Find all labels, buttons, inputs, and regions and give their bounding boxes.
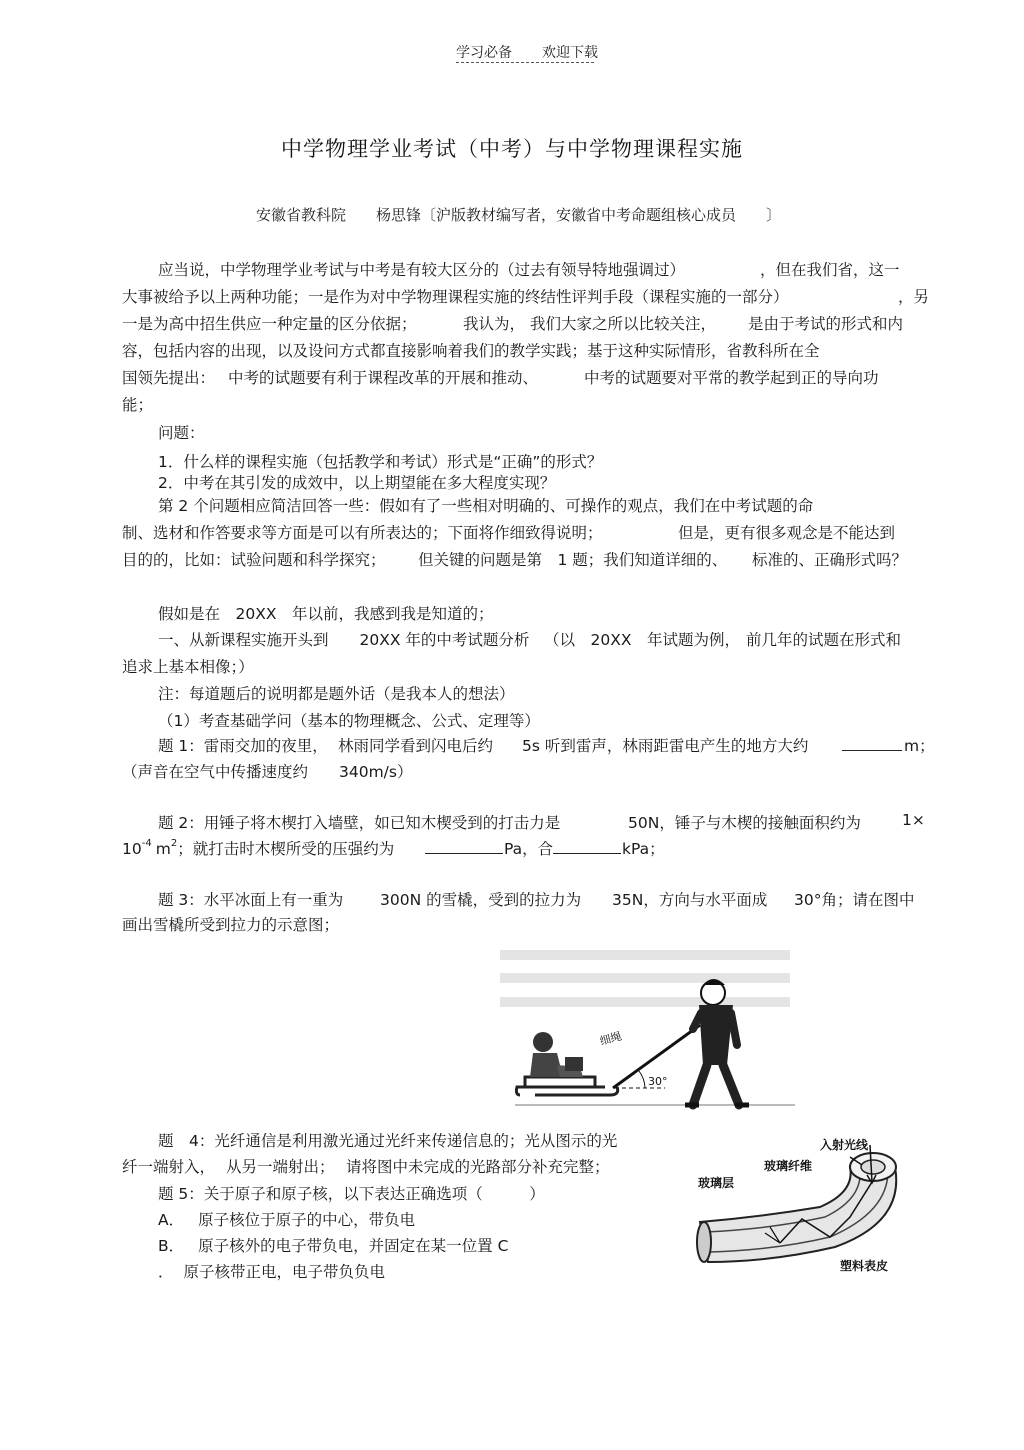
q2-part-a: 题 2：用锤子将木楔打入墙壁，如已知木楔受到的打击力是 xyxy=(158,814,561,832)
angle-label: 30° xyxy=(648,1075,668,1088)
q1-part-b: 林雨同学看到闪电后约 xyxy=(338,737,494,755)
q2-rest: ；就打击时木楔所受的压强约为 xyxy=(177,840,395,858)
q2-base: 10 xyxy=(122,840,142,858)
q2-unit-m: m xyxy=(155,840,171,858)
q5-option-b xyxy=(158,1234,508,1256)
plastic-skin-label: 塑料表皮 xyxy=(840,1259,889,1273)
incident-light-label: 入射光线 xyxy=(820,1138,869,1152)
q5-b-label: B． xyxy=(158,1237,185,1255)
q1-part-a: 题 1：雷雨交加的夜里， xyxy=(158,737,328,755)
question-2: 2．中考在其引发的成效中，以上期望能在多大程度实现？ xyxy=(158,474,556,492)
section-note: 注：每道题后的说明都是题外话（是我本人的想法） xyxy=(158,685,515,703)
q3-part-c: 35N，方向与水平面成 xyxy=(612,891,768,909)
q5-b-text: 原子核外的电子带负电，并固定在某一位置 C xyxy=(198,1237,509,1255)
intro-l3a: 一是为高中招生供应一种定量的区分依据； xyxy=(122,315,417,333)
q2-part-c: 1× xyxy=(902,811,925,829)
intro-l5c: 中考的试题要对平常的教学起到正的导向功 xyxy=(584,369,879,387)
author-line: 安徽省教科院 杨思锋〔沪版教材编写者，安徽省中考命题组核心成员 〕 xyxy=(256,206,782,224)
q4-line2b: 从另一端射出； xyxy=(226,1158,335,1176)
q5-a-label: A． xyxy=(158,1211,185,1229)
q1-line2: （声音在空气中传播速度约 340m/s） xyxy=(122,763,413,781)
intro-l5a: 国领先提出： xyxy=(122,369,216,387)
optical-fiber-figure xyxy=(690,1137,920,1287)
intro-l3b: 我认为， xyxy=(463,315,526,333)
answer-l3b: 但关键的问题是第 1 题；我们知道详细的、 xyxy=(418,551,728,569)
answer-l2a: 制、选材和作答要求等方面是可以有所表达的；下面将作细致得说明； xyxy=(122,524,603,542)
questions-label: 问题： xyxy=(158,424,205,442)
page-header xyxy=(456,42,598,62)
intro-l5b: 中考的试题要有利于课程改革的开展和推动、 xyxy=(228,369,539,387)
q5-c-label: ． xyxy=(158,1263,174,1281)
q2-pa: Pa，合 xyxy=(504,840,554,858)
q2-exp1: -4 xyxy=(141,838,152,849)
section-p2b: （以 20XX 年试题为例， xyxy=(544,631,740,649)
intro-l6: 能； xyxy=(122,396,154,414)
faded-background-text xyxy=(500,950,790,1007)
intro-l3d: 是由于考试的形式和内 xyxy=(748,315,904,333)
q3-part-b: 300N 的雪橇，受到的拉力为 xyxy=(380,891,582,909)
section-p2a: 一、从新课程实施开头到 20XX 年的中考试题分析 xyxy=(158,631,530,649)
sled-figure xyxy=(495,945,795,1120)
question-1: 1．什么样的课程实施（包括教学和考试）形式是“正确”的形式？ xyxy=(158,453,603,471)
q4-line1: 题 4：光纤通信是利用激光通过光纤来传递信息的；光从图示的光 xyxy=(158,1132,618,1150)
q2-exp2: 2 xyxy=(170,838,178,849)
intro-l1b: ，但在我们省，这一 xyxy=(760,261,900,279)
angle-arc xyxy=(639,1071,645,1088)
q5-option-c xyxy=(158,1260,385,1282)
sled-icon xyxy=(516,1077,617,1095)
q2-part-b: 50N，锤子与木楔的接触面积约为 xyxy=(628,814,861,832)
header-left: 学习必备 xyxy=(456,45,512,61)
q4-line2a: 纤一端射入， xyxy=(122,1158,216,1176)
q1-part-c: 5s 听到雷声，林雨距雷电产生的地方大约 xyxy=(522,737,809,755)
intro-l1a: 应当说，中学物理学业考试与中考是有较大区分的（过去有领导特地强调过） xyxy=(158,261,686,279)
q3-part-a: 题 3：水平冰面上有一重为 xyxy=(158,891,344,909)
q5-c-text: 原子核带正电，电子带负负电 xyxy=(183,1263,386,1281)
section-category-1: （1）考查基础学问（基本的物理概念、公式、定理等） xyxy=(158,712,540,730)
q3-line2: 画出雪橇所受到拉力的示意图； xyxy=(122,916,340,934)
q3-part-d: 30°角；请在图中 xyxy=(794,891,915,909)
q5-option-a xyxy=(158,1208,415,1230)
answer-l3a: 目的的，比如：试验问题和科学探究； xyxy=(122,551,386,569)
q4-line2c: 请将图中未完成的光路部分补充完整； xyxy=(346,1158,610,1176)
q2-kpa-blank[interactable] xyxy=(553,837,621,854)
section-p1: 假如是在 20XX 年以前，我感到我是知道的； xyxy=(158,605,494,623)
q5-stem: 题 5：关于原子和原子核，以下表达正确选项（ ） xyxy=(158,1185,545,1203)
answer-l3c: 标准的、正确形式吗？ xyxy=(752,551,908,569)
q2-line2 xyxy=(122,837,394,859)
section-p3: 追求上基本相像；） xyxy=(122,658,254,676)
answer-l1: 第 2 个问题相应简洁回答一些：假如有了一些相对明确的、可操作的观点，我们在中考试题的命 xyxy=(158,497,814,515)
header-right: 欢迎下载 xyxy=(542,45,598,61)
intro-l4: 容，包括内容的出现，以及设问方式都直接影响着我们的教学实践；基于这种实际情形，省教科所在全 xyxy=(122,342,820,360)
q2-kpa: kPa； xyxy=(622,840,665,858)
document-title: 中学物理学业考试（中考）与中学物理课程实施 xyxy=(281,137,743,161)
q1-answer-blank[interactable] xyxy=(842,734,902,751)
glass-fiber-label: 玻璃纤维 xyxy=(764,1159,813,1173)
intro-l2a: 大事被给予以上两种功能；一是作为对中学物理课程实施的终结性评判手段（课程实施的一部分） xyxy=(122,288,789,306)
rope-label: 细绳 xyxy=(598,1029,624,1048)
child-on-sled-icon xyxy=(530,1032,583,1077)
glass-layer-label: 玻璃层 xyxy=(698,1176,735,1190)
q1-unit: m； xyxy=(904,737,935,755)
intro-l3c: 我们大家之所以比较关注， xyxy=(530,315,717,333)
header-rule xyxy=(456,62,594,63)
q2-pa-blank[interactable] xyxy=(425,837,503,854)
intro-l2b: ，另 xyxy=(898,288,930,306)
answer-l2b: 但是，更有很多观念是不能达到 xyxy=(678,524,896,542)
section-p2c: 前几年的试题在形式和 xyxy=(746,631,902,649)
q5-a-text: 原子核位于原子的中心，带负电 xyxy=(198,1211,416,1229)
